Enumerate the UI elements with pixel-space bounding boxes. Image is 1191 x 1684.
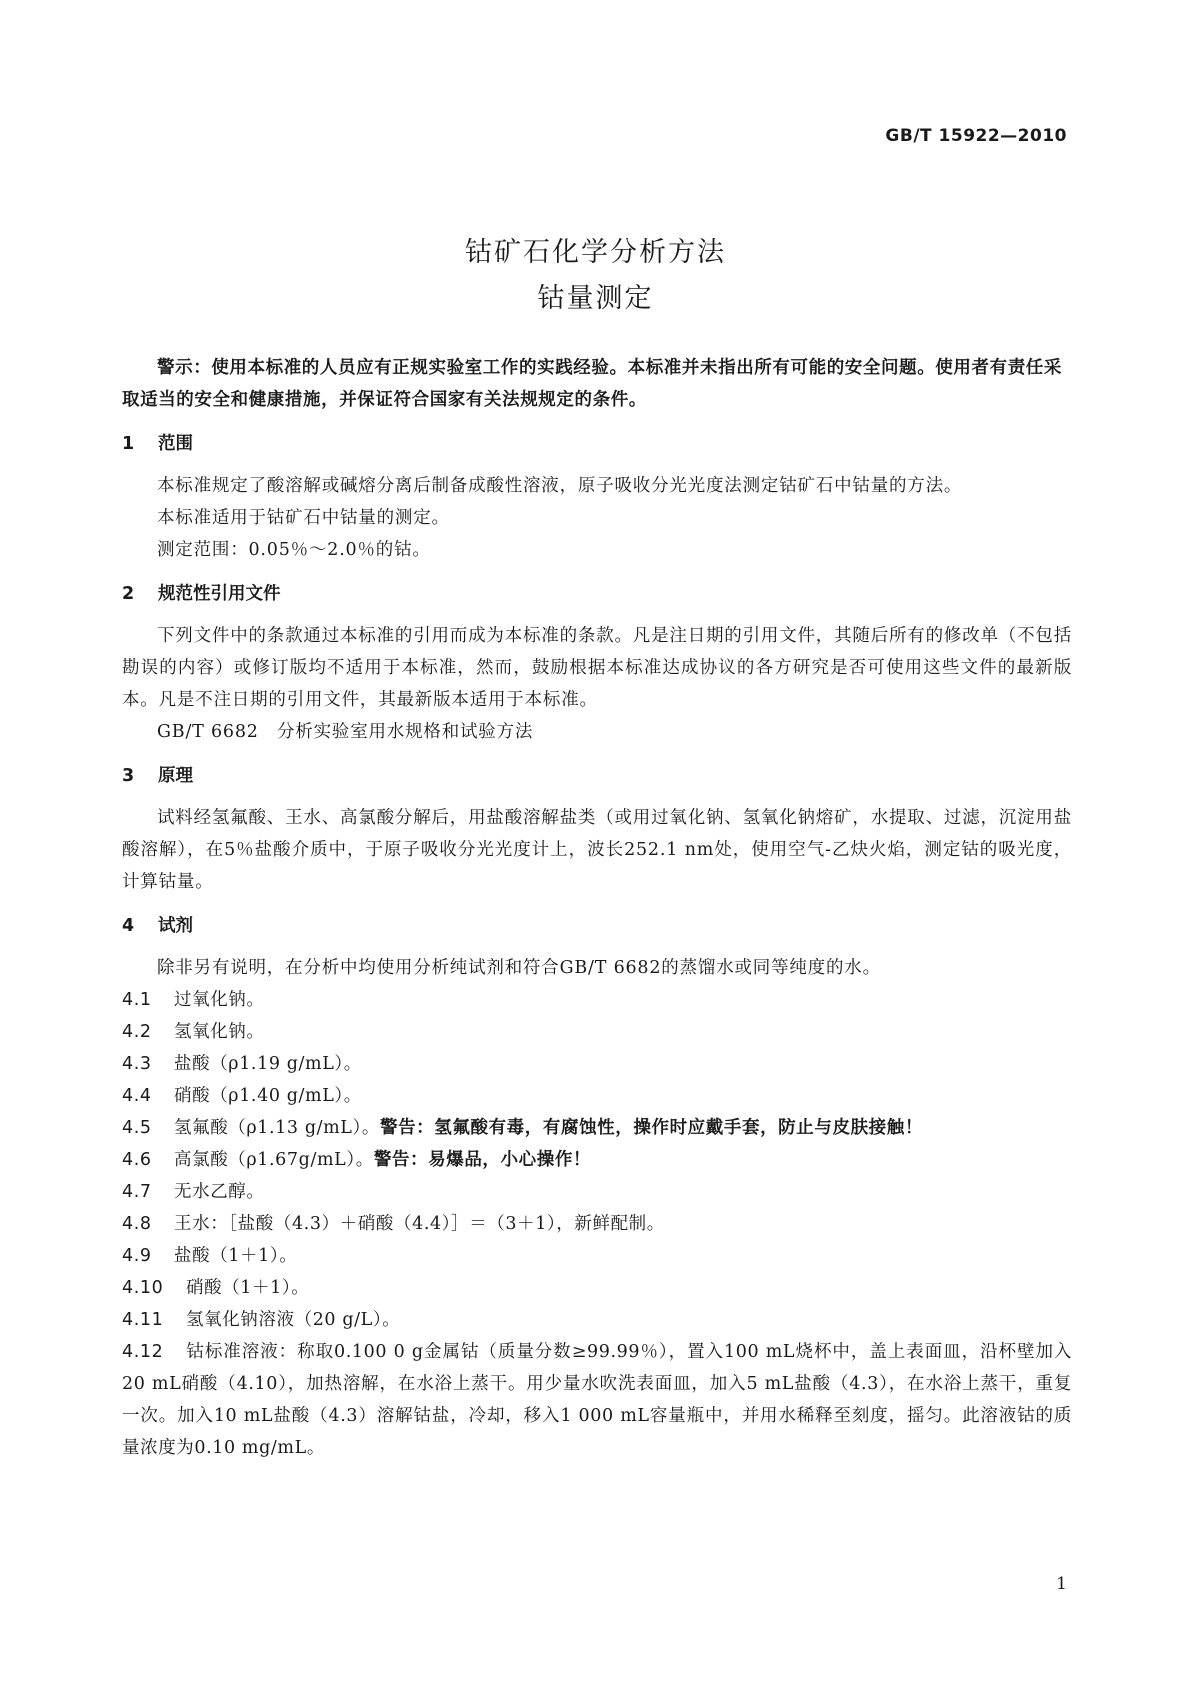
reagent-item: [122, 1176, 1072, 1208]
item-text: 过氧化钠。: [174, 990, 265, 1010]
reagent-item: [122, 1304, 1072, 1336]
item-text: 氢氟酸（ρ1.13 g/mL）。: [174, 1118, 380, 1138]
item-text: 硝酸（1＋1）。: [186, 1278, 310, 1298]
item-text: 钴标准溶液：称取0.100 0 g金属钴（质量分数≥99.99％），置入100 mL烧杯中，盖上表面皿，沿杯壁加入20 mL硝酸（4.10），加热溶解，在水浴上蒸干。用少量水吹洗表面皿，加入5 mL盐酸（4.3），在水浴上蒸干，重复一次。加入10 mL盐酸（4.3）溶解钴盐，冷却，移入1 000 mL容量瓶中，并用水稀释至刻度，摇匀。此溶液钴的质量浓度为0.10 mg/mL。: [122, 1342, 1072, 1458]
item-number: 4.8: [122, 1214, 152, 1234]
item-text: 氢氧化钠溶液（20 g/L）。: [186, 1310, 401, 1330]
item-number: 4.9: [122, 1246, 152, 1266]
item-number: 4.12: [122, 1342, 164, 1362]
section-title: 规范性引用文件: [158, 584, 281, 604]
reagent-item: [122, 1144, 1072, 1176]
hazard-warning: 警告：易爆品，小心操作！: [373, 1150, 592, 1170]
item-number: 4.5: [122, 1118, 152, 1138]
paragraph: 本标准规定了酸溶解或碱熔分离后制备成酸性溶液，原子吸收分光光度法测定钴矿石中钴量的方法。: [157, 476, 963, 496]
reagent-item: [122, 984, 1072, 1016]
item-number: 4.6: [122, 1150, 152, 1170]
paragraph: 试料经氢氟酸、王水、高氯酸分解后，用盐酸溶解盐类（或用过氧化钠、氢氧化钠熔矿，水提取、过滤，沉淀用盐酸溶解），在5％盐酸介质中，于原子吸收分光光度计上，波长252.1 nm处，使用空气-乙炔火焰，测定钴的吸光度，计算钴量。: [122, 808, 1072, 892]
reagent-item: [122, 1336, 1072, 1464]
item-text: 盐酸（ρ1.19 g/mL）。: [174, 1054, 362, 1074]
item-number: 4.11: [122, 1310, 164, 1330]
safety-warning: 警示：使用本标准的人员应有正规实验室工作的实践经验。本标准并未指出所有可能的安全问题。使用者有责任采取适当的安全和健康措施，并保证符合国家有关法规规定的条件。: [122, 358, 1062, 410]
item-text: 无水乙醇。: [174, 1182, 265, 1202]
reagent-item: [122, 1112, 1072, 1144]
section-heading-scope: [122, 428, 1072, 460]
item-text: 高氯酸（ρ1.67g/mL）。: [174, 1150, 374, 1170]
document-title: 钴矿石化学分析方法: [465, 237, 726, 268]
document-subtitle: 钴量测定: [537, 283, 654, 314]
reagent-item: [122, 1048, 1072, 1080]
reference-title: 分析实验室用水规格和试验方法: [277, 722, 534, 742]
paragraph: 本标准适用于钴矿石中钴量的测定。: [157, 508, 450, 528]
reagent-item: [122, 1016, 1072, 1048]
section-title: 试剂: [158, 916, 193, 936]
item-number: 4.2: [122, 1022, 152, 1042]
document-body: [122, 352, 1072, 1464]
reagent-item: [122, 1272, 1072, 1304]
section-heading-reagents: [122, 910, 1072, 942]
paragraph: 除非另有说明，在分析中均使用分析纯试剂和符合GB/T 6682的蒸馏水或同等纯度的水。: [157, 958, 881, 978]
reference-code: GB/T 6682: [157, 722, 259, 742]
section-number: 3: [122, 766, 135, 786]
reagent-item: [122, 1208, 1072, 1240]
section-heading-principle: [122, 760, 1072, 792]
section-heading-normative-references: [122, 578, 1072, 610]
hazard-warning: 警告：氢氟酸有毒，有腐蚀性，操作时应戴手套，防止与皮肤接触！: [379, 1118, 923, 1138]
paragraph: 测定范围：0.05％～2.0％的钴。: [157, 540, 431, 560]
item-number: 4.3: [122, 1054, 152, 1074]
item-number: 4.4: [122, 1086, 152, 1106]
item-number: 4.10: [122, 1278, 164, 1298]
section-number: 1: [122, 434, 135, 454]
section-title: 原理: [158, 766, 193, 786]
section-number: 4: [122, 916, 135, 936]
item-text: 硝酸（ρ1.40 g/mL）。: [174, 1086, 362, 1106]
reference-entry: [122, 716, 1072, 748]
section-title: 范围: [158, 434, 193, 454]
paragraph: 下列文件中的条款通过本标准的引用而成为本标准的条款。凡是注日期的引用文件，其随后所有的修改单（不包括勘误的内容）或修订版均不适用于本标准，然而，鼓励根据本标准达成协议的各方研究是否可使用这些文件的最新版本。凡是不注日期的引用文件，其最新版本适用于本标准。: [122, 626, 1072, 710]
item-number: 4.7: [122, 1182, 152, 1202]
item-text: 盐酸（1＋1）。: [174, 1246, 298, 1266]
item-text: 氢氧化钠。: [174, 1022, 265, 1042]
reagent-item: [122, 1240, 1072, 1272]
standard-code: GB/T 15922—2010: [885, 126, 1067, 146]
section-number: 2: [122, 584, 135, 604]
item-number: 4.1: [122, 990, 152, 1010]
page-number: 1: [1056, 1574, 1067, 1594]
reagent-item: [122, 1080, 1072, 1112]
item-text: 王水：［盐酸（4.3）＋硝酸（4.4）］＝（3＋1），新鲜配制。: [174, 1214, 665, 1234]
